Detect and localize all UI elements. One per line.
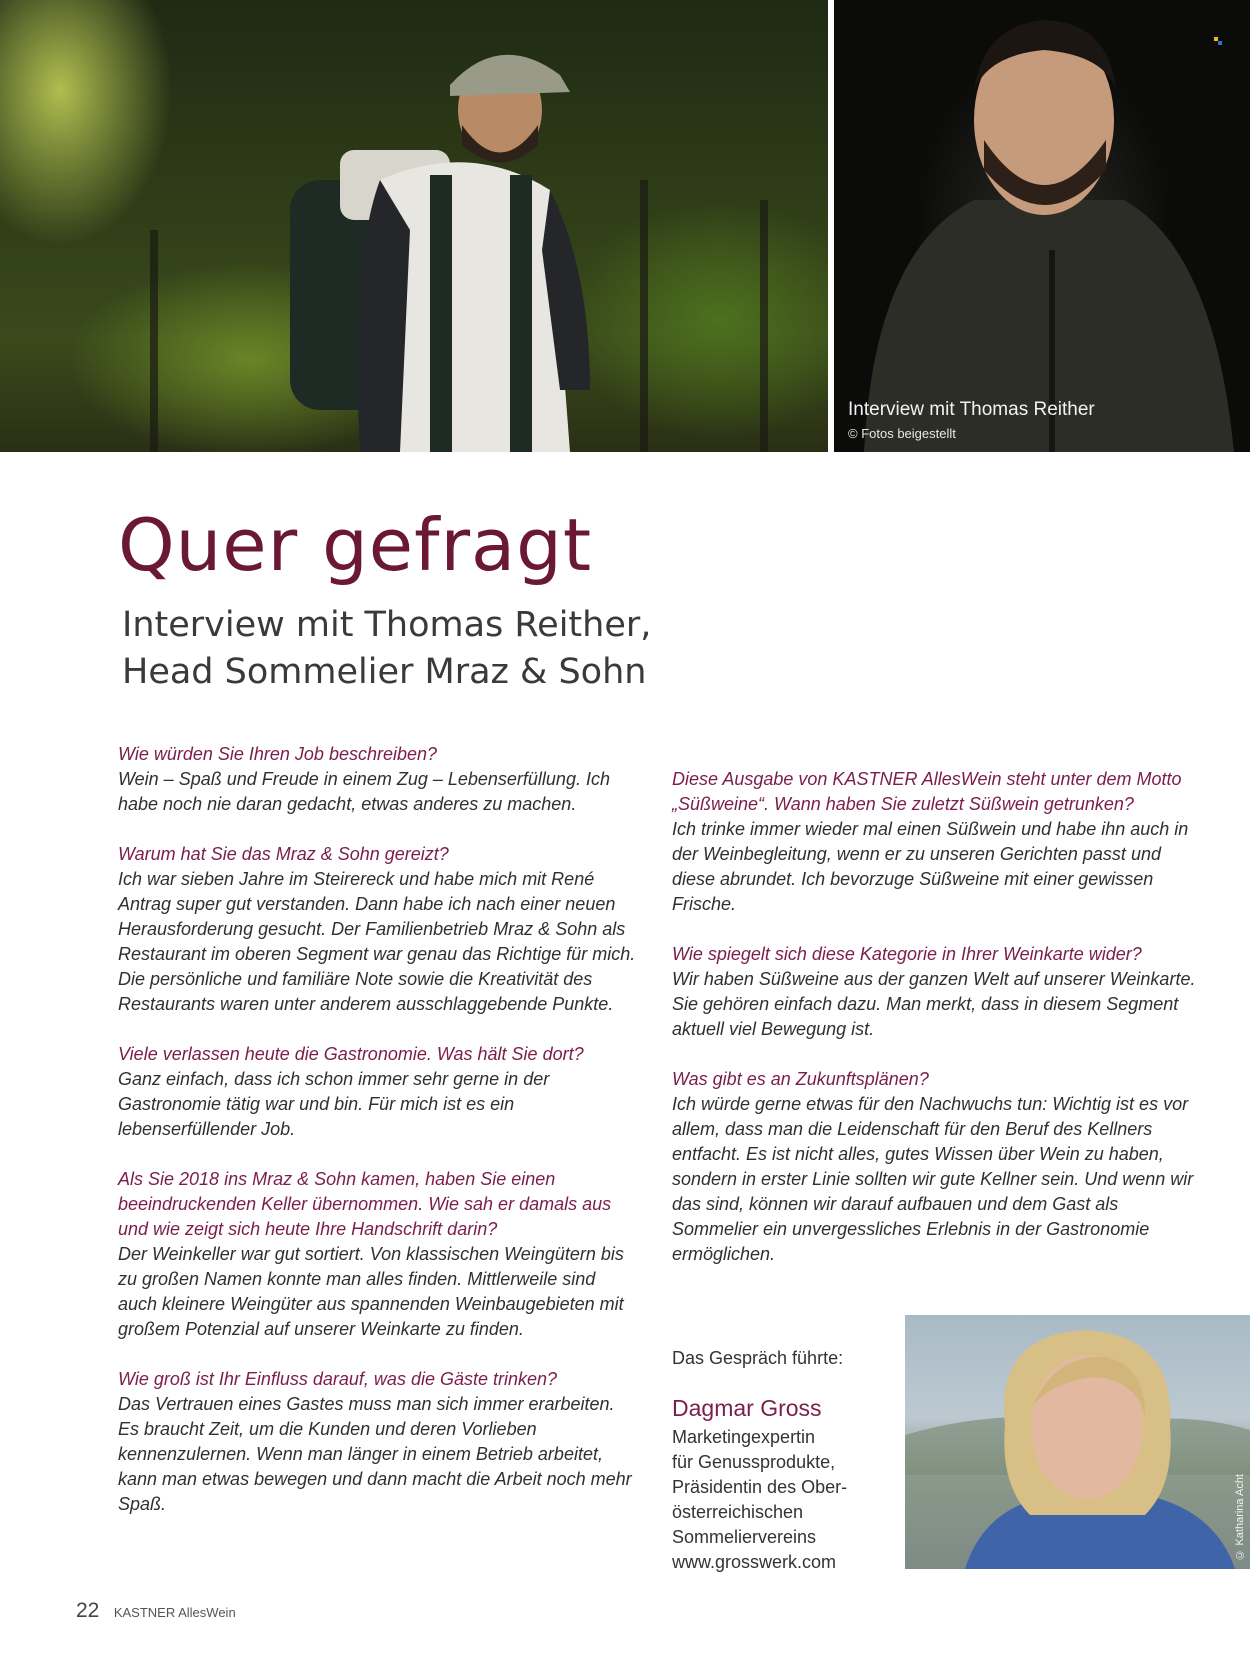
interviewer-bio-line: Sommeliervereins xyxy=(672,1527,817,1547)
qa-block xyxy=(672,942,1202,1042)
question: Viele verlassen heute die Gastronomie. Was hält Sie dort? xyxy=(118,1044,584,1064)
interviewer-bio-line: Präsidentin des Ober- xyxy=(672,1477,848,1497)
photo-credit: © Fotos beigestellt xyxy=(848,426,956,441)
answer: Wein – Spaß und Freude in einem Zug – Lebenserfüllung. Ich habe noch nie daran gedacht, etwas anderes zu machen. xyxy=(118,769,610,814)
qa-block xyxy=(118,742,638,817)
sommelier-figure xyxy=(270,30,600,452)
article-subtitle xyxy=(122,602,651,696)
answer: Ich würde gerne etwas für den Nachwuchs tun: Wichtig ist es vor allem, dass man die Leidenschaft für den Beruf des Kellners entfacht. Es ist nicht alles, gutes Wissen über Wein zu haben, sondern in erster Linie sollten wir gute Kellner sein. Und wenn wir das sind, können wir darauf aufbauen und dem Gast als Sommelier ein unvergessliches Erlebnis in der Gastronomie ermöglichen. xyxy=(672,1094,1194,1264)
answer: Der Weinkeller war gut sortiert. Von klassischen Weingütern bis zu großen Namen konnte man alles finden. Mittlerweile sind auch kleinere Weingüter aus spannenden Weinbaugebieten mit großem Potenzial auf unserer Weinkarte zu finden. xyxy=(118,1244,624,1339)
qa-block xyxy=(118,842,638,1017)
interviewer-name: Dagmar Gross xyxy=(672,1395,822,1421)
question: Als Sie 2018 ins Mraz & Sohn kamen, haben Sie einen beeindruckenden Keller übernommen. Wie sah er damals aus und wie zeigt sich heute Ihre Handschrift darin? xyxy=(118,1169,612,1239)
photo-caption: Interview mit Thomas Reither xyxy=(848,399,1095,420)
interviewer-info xyxy=(672,1346,892,1575)
answer: Ganz einfach, dass ich schon immer sehr gerne in der Gastronomie tätig war und bin. Für mich ist es ein lebenserfüllender Job. xyxy=(118,1069,550,1139)
interviewer-photo-credit: © Katharina Acht xyxy=(1234,1474,1246,1561)
corner-mark xyxy=(1214,32,1222,50)
interviewer-bio-line: österreichischen xyxy=(672,1502,804,1522)
interviewer-label: Das Gespräch führte: xyxy=(672,1348,844,1368)
question: Wie würden Sie Ihren Job beschreiben? xyxy=(118,744,438,764)
footer-brand: KASTNER AllesWein xyxy=(113,1605,236,1620)
interviewer-website: www.grosswerk.com xyxy=(672,1552,837,1572)
answer: Ich trinke immer wieder mal einen Süßwein und habe ihn auch in der Weinbegleitung, wenn er zu unseren Gerichten passt und diese abrundet. Ich bevorzuge Süßweine mit einer gewissen Frische. xyxy=(672,819,1189,914)
portrait-figure xyxy=(834,0,1250,452)
interviewer-figure xyxy=(905,1315,1250,1569)
answer: Ich war sieben Jahre im Steirereck und habe mich mit René Antrag super gut verstanden. Dann habe ich nach einer neuen Herausforderung gesucht. Der Familienbetrieb Mraz & Sohn als Restaurant im oberen Segment war genau das Richtige für mich. Die persönliche und familiäre Note sowie die Kreativität des Restaurants waren unter anderem ausschlaggebende Punkte. xyxy=(118,869,636,1014)
question: Wie groß ist Ihr Einfluss darauf, was die Gäste trinken? xyxy=(118,1369,558,1389)
interviewer-bio-line: Marketingexpertin xyxy=(672,1427,816,1447)
interviewer-photo xyxy=(905,1315,1250,1569)
vineyard-photo xyxy=(0,0,828,452)
article-title: Quer gefragt xyxy=(118,503,593,587)
portrait-photo xyxy=(834,0,1250,452)
answer: Wir haben Süßweine aus der ganzen Welt auf unserer Weinkarte. Sie gehören einfach dazu. Man merkt, dass in diesem Segment aktuell viel Bewegung ist. xyxy=(672,969,1196,1039)
interviewer-bio-line: für Genussprodukte, xyxy=(672,1452,836,1472)
subtitle-line: Head Sommelier Mraz & Sohn xyxy=(122,652,647,692)
qa-block xyxy=(672,1067,1202,1267)
interview-left-column xyxy=(118,742,638,1542)
qa-block xyxy=(118,1167,638,1342)
interview-right-column xyxy=(672,767,1202,1292)
qa-block xyxy=(118,1367,638,1517)
subtitle-line: Interview mit Thomas Reither, xyxy=(122,605,652,645)
page-footer xyxy=(76,1599,236,1623)
question: Warum hat Sie das Mraz & Sohn gereizt? xyxy=(118,844,449,864)
question: Was gibt es an Zukunftsplänen? xyxy=(672,1069,929,1089)
answer: Das Vertrauen eines Gastes muss man sich immer erarbeiten. Es braucht Zeit, um die Kunden und deren Vorlieben kennenzulernen. Wenn man länger in einem Betrieb arbeitet, kann man etwas bewegen und dann macht die Arbeit noch mehr Spaß. xyxy=(118,1394,632,1514)
page-number: 22 xyxy=(76,1599,100,1622)
question: Wie spiegelt sich diese Kategorie in Ihrer Weinkarte wider? xyxy=(672,944,1142,964)
question: Diese Ausgabe von KASTNER AllesWein steht unter dem Motto „Süßweine“. Wann haben Sie zuletzt Süßwein getrunken? xyxy=(672,769,1182,814)
qa-block xyxy=(672,767,1202,917)
qa-block xyxy=(118,1042,638,1142)
